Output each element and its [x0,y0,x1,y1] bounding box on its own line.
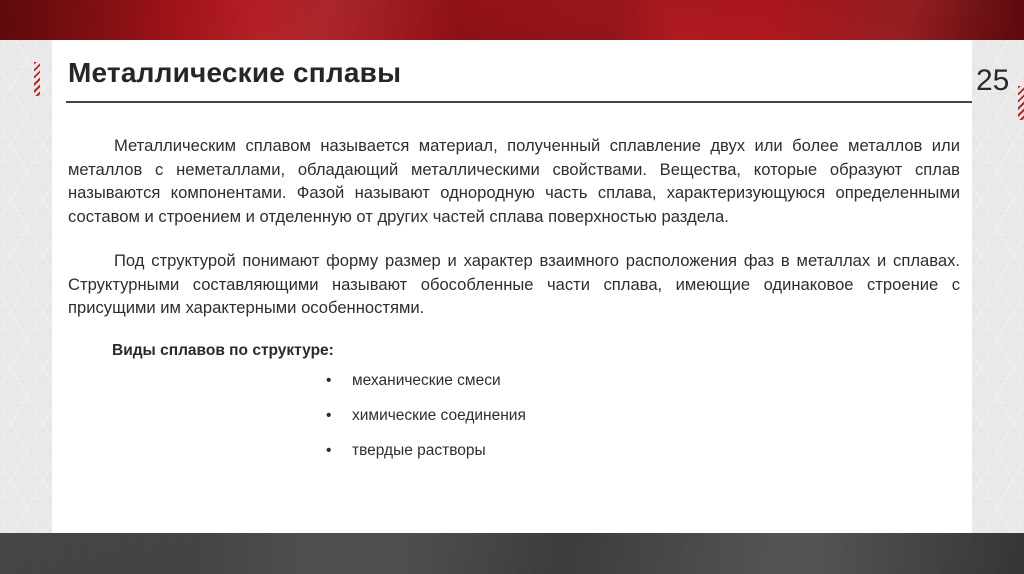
paragraph-definition: Металлическим сплавом называется материал, полученный сплавление двух или более металлов или металлов с неметаллами, обладающий металлическими свойствами. Вещества, которые образуют сплав называются компонентами. Фазой называют однородную часть сплава, характеризующуюся определенными составом и строением и отделенную от других частей сплава поверхностью раздела. [68,136,960,226]
list-item-label: твердые растворы [352,442,486,459]
bullet-icon: • [326,442,332,459]
list-item-label: химические соединения [352,407,526,424]
alloy-types-heading: Виды сплавов по структуре: [112,342,334,359]
list-item [326,370,526,405]
slide-number: 25 [976,64,1010,97]
list-item [326,405,526,440]
title-divider [66,101,972,103]
bullet-icon: • [326,407,332,424]
bottom-dark-band [0,533,1024,574]
top-red-band [0,0,1024,40]
left-stripe-marker [34,62,40,96]
slide-title: Металлические сплавы [68,57,402,88]
paragraph-structure: Под структурой понимают форму размер и характер взаимного расположения фаз в металлах и сплавах. Структурными составляющими называют обособленные части сплава, имеющие одинаковое строение с присущими им характерными особенностями. [68,251,960,317]
list-item-label: механические смеси [352,372,501,389]
list-item [326,440,526,475]
bullet-icon: • [326,372,332,389]
alloy-types-list [326,370,526,475]
right-stripe-marker [1018,86,1024,120]
